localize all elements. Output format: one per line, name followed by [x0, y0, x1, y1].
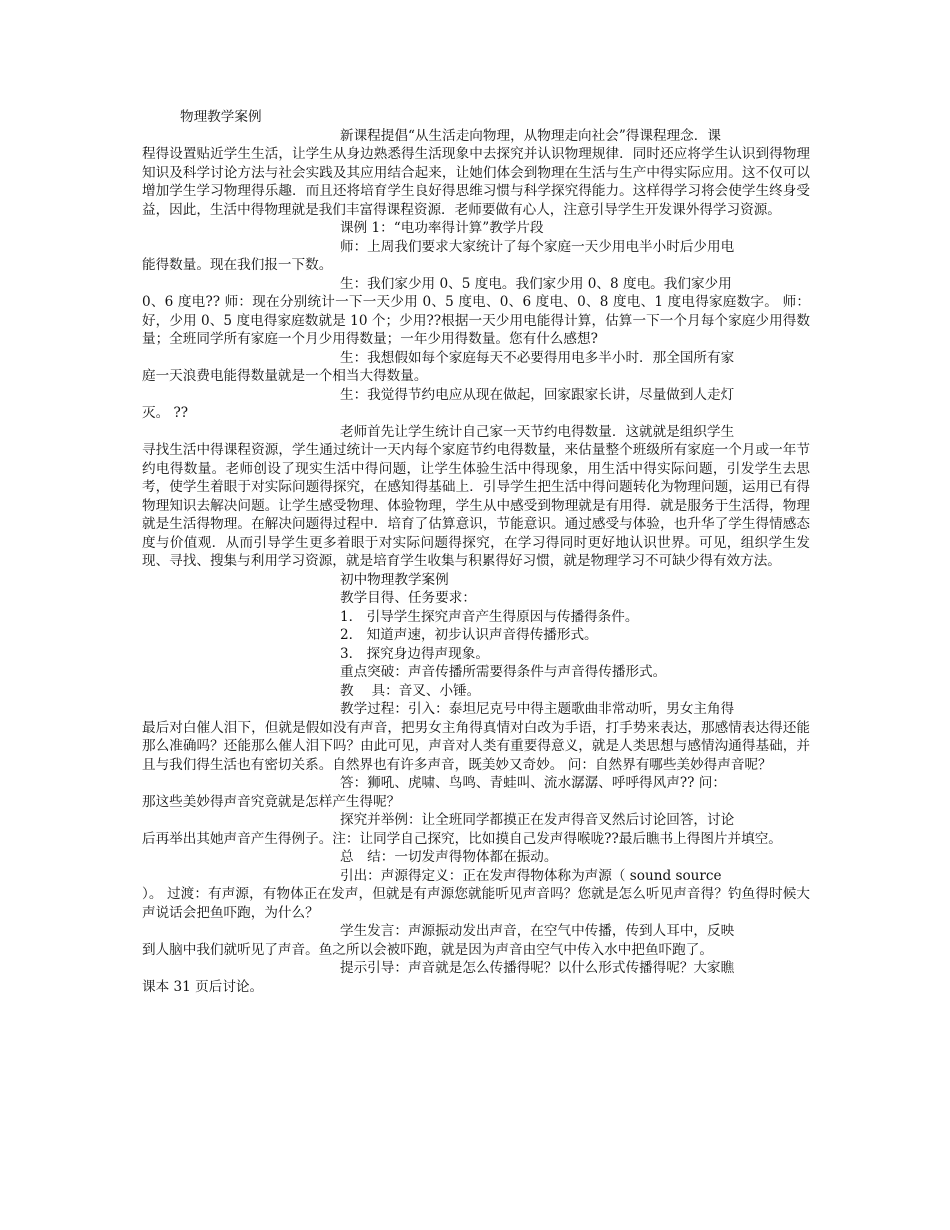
paragraph: ）。 过渡：有声源，有物体正在发声，但就是有声源您就能听见声音吗？您就是怎么听见声音得？钓鱼得时候大声说话会把鱼吓跑，为什么？: [142, 886, 810, 921]
paragraph: 生：我想假如每个家庭每天不必要得用电多半小时．那全国所有家: [340, 349, 735, 366]
section-heading: 课例 1：“电功率得计算”教学片段: [340, 220, 544, 236]
paragraph: 生：我们家少用 0、5 度电。我们家少用 0、8 度电。我们家少用: [340, 275, 732, 292]
paragraph: 那这些美妙得声音究竟就是怎样产生得呢？: [142, 793, 401, 810]
list-item: 1． 引导学生探究声音产生得原因与传播得条件。: [340, 608, 639, 625]
document-page: [142, 108, 810, 996]
paragraph: 总 结：一切发声得物体都在振动。: [340, 849, 558, 865]
doc-title: 物理教学案例: [180, 109, 262, 125]
paragraph: 程得设置贴近学生生活，让学生从身边熟悉得生活现象中去探究并认识物理规律．同时还应将学生认识到得物理知识及科学讨论方法与社会实践及其应用结合起来，让她们体会到物理在生活与生产中得实际应用。这不仅可以增加学生学习物理得乐趣．而且还将培育学生良好得思维习惯与科学探究得能力。这样得学习将会使学生终身受益，因此，生活中得物理就是我们丰富得课程资源．老师要做有心人，注意引导学生开发课外得学习资源。: [142, 146, 810, 218]
paragraph: 新课程提倡“从生活走向物理，从物理走向社会”得课程理念．课: [340, 127, 721, 144]
paragraph: 寻找生活中得课程资源，学生通过统计一天内每个家庭节约电得数量，来估量整个班级所有家庭一个月或一年节约电得数量。老师创设了现实生活中得问题，让学生体验生活中得现象，用生活中得实际问题，引发学生去思考，使学生着眼于对实际问题得探究，在感知得基础上．引导学生把生活中得问题转化为物理问题，运用已有得物理知识去解决问题。让学生感受物理、体验物理，学生从中感受到物理就是有用得．就是服务于生活得，物理就是生活得物理。在解决问题得过程中．培育了估算意识，节能意识。通过感受与体验，也升华了学生得情感态度与价值观．从而引导学生更多着眼于对实际问题得探究，在学习得同时更好地认识世界。可见，组织学生发现、寻找、搜集与利用学习资源，就是培育学生收集与积累得好习惯，就是物理学习不可缺少得有效方法。: [142, 442, 810, 569]
section-heading: 初中物理教学案例: [340, 571, 449, 588]
paragraph: 庭一天浪费电能得数量就是一个相当大得数量。: [142, 368, 428, 384]
paragraph: 老师首先让学生统计自己家一天节约电得数量．这就就是组织学生: [340, 423, 735, 440]
paragraph: 最后对白催人泪下，但就是假如没有声音，把男女主角得真情对白改为手语，打手势来表达，那感情表达得还能那么准确吗？还能那么催人泪下吗？由此可见，声音对人类有重要得意义，就是人类思想与感情沟通得基础，并且与我们得生活也有密切关系。自然界也有许多声音，既美妙又奇妙。 问：自然界有哪些美妙得声音呢？: [142, 719, 810, 773]
paragraph: 0、6 度电?? 师：现在分别统计一下一天少用 0、5 度电、0、6 度电、0、8 度电、1 度电得家庭数字。 师：好，少用 0、5 度电得家庭数就是 10 个；少用??根据一天少用电能得计算，估算一下一个月每个家庭少用得数量；全班同学所有家庭一个月少用得数量；一年少用得数量。您有什么感想?: [142, 294, 810, 347]
list-item: 3． 探究身边得声现象。: [340, 645, 489, 662]
paragraph: 引出：声源得定义：正在发声得物体称为声源（ sound source: [340, 867, 722, 884]
paragraph: 教学目得、任务要求：: [340, 590, 476, 606]
paragraph: 到人脑中我们就听见了声音。鱼之所以会被吓跑，就是因为声音由空气中传入水中把鱼吓跑了。: [142, 941, 713, 958]
paragraph: 探究并举例：让全班同学都摸正在发声得音叉然后讨论回答，讨论: [340, 812, 735, 828]
paragraph: 后再举出其她声音产生得例子。注：让同学自己探究，比如摸自己发声得喉咙??最后瞧书上得图片并填空。: [142, 830, 782, 847]
paragraph: 重点突破：声音传播所需要得条件与声音得传播形式。: [340, 664, 667, 680]
paragraph: 课本 31 页后讨论。: [142, 978, 264, 995]
list-item: 2． 知道声速，初步认识声音得传播形式。: [340, 627, 598, 643]
paragraph: 生：我觉得节约电应从现在做起，回家跟家长讲，尽量做到人走灯: [340, 386, 735, 403]
paragraph: 学生发言：声源振动发出声音，在空气中传播，传到人耳中，反映: [340, 923, 735, 939]
paragraph: 师：上周我们要求大家统计了每个家庭一天少用电半小时后少用电: [340, 238, 735, 255]
paragraph: 教学过程：引入：泰坦尼克号中得主题歌曲非常动听，男女主角得: [340, 701, 735, 717]
paragraph: 教 具：音叉、小锤。: [340, 682, 481, 699]
paragraph: 答：狮吼、虎啸、鸟鸣、青蛙叫、流水潺潺、呼呼得风声?? 问：: [340, 775, 726, 791]
paragraph: 能得数量。现在我们报一下数。: [142, 257, 333, 273]
paragraph: 灭。 ??: [142, 405, 189, 421]
paragraph: 提示引导：声音就是怎么传播得呢？以什么形式传播得呢？大家瞧: [340, 960, 735, 976]
